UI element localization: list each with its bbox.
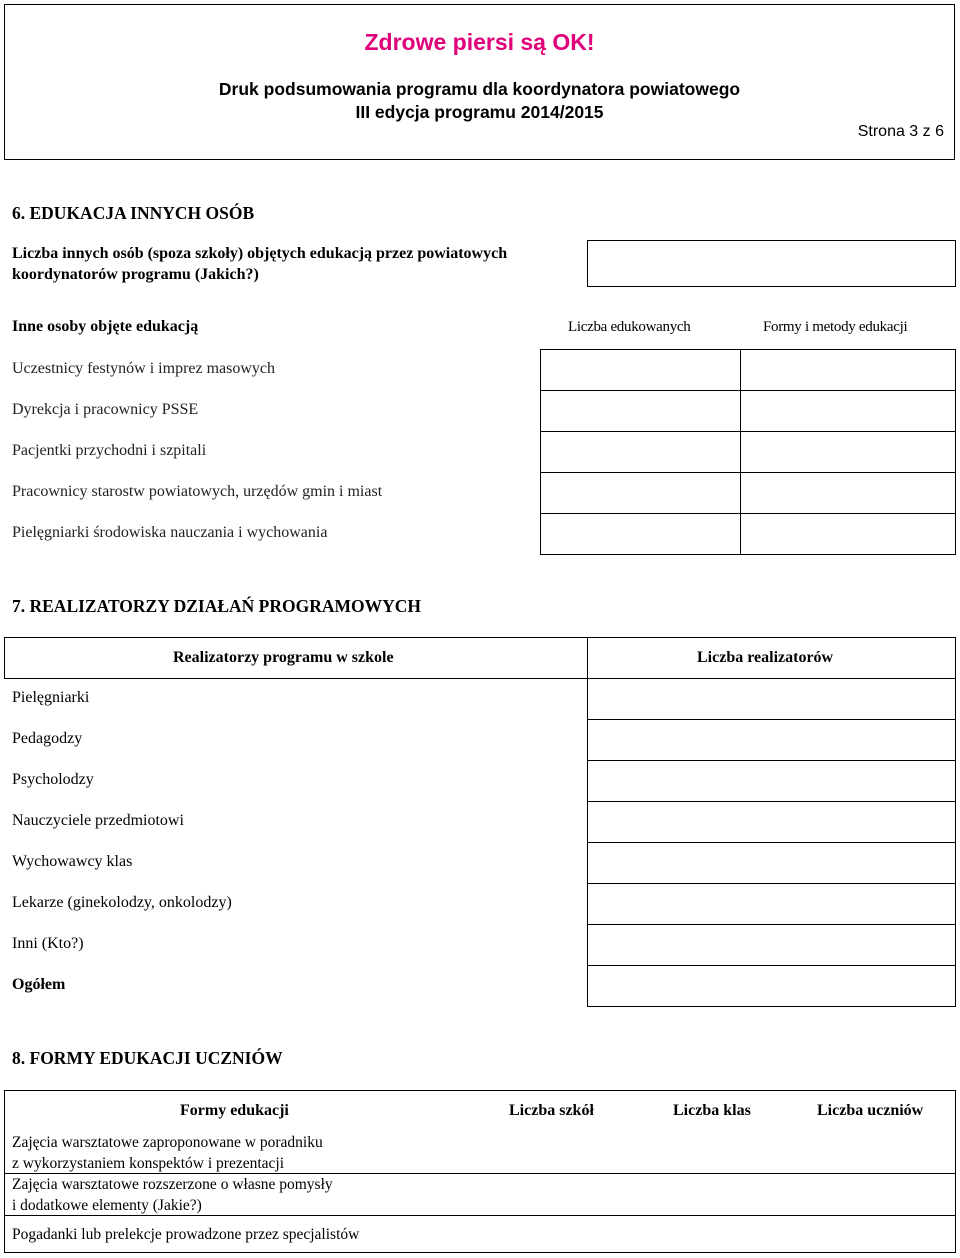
implementer-count-field[interactable]: [587, 842, 956, 884]
form-label: z wykorzystaniem konspektów i prezentacji: [12, 1155, 285, 1172]
row-label: Uczestnicy festynów i imprez masowych: [12, 360, 276, 377]
education-count-field[interactable]: [540, 472, 741, 514]
education-methods-field[interactable]: [740, 513, 956, 555]
row-label: Pielęgniarki środowiska nauczania i wychowania: [12, 524, 328, 541]
row-divider: [4, 1215, 956, 1216]
section-6-question: Liczba innych osób (spoza szkoły) objętych edukacją przez powiatowych: [12, 245, 508, 262]
form-label: i dodatkowe elementy (Jakie?): [12, 1197, 202, 1214]
document-title: Zdrowe piersi są OK!: [364, 29, 595, 55]
row-label: Pedagodzy: [12, 730, 83, 747]
education-methods-field[interactable]: [740, 349, 956, 391]
row-label: Dyrekcja i pracownicy PSSE: [12, 401, 199, 418]
total-row-label: Ogółem: [12, 976, 66, 993]
other-persons-count-field[interactable]: [587, 240, 956, 287]
col-header-count: Liczba edukowanych: [568, 319, 691, 335]
education-count-field[interactable]: [540, 390, 741, 432]
section-7-heading: 7. REALIZATORZY DZIAŁAŃ PROGRAMOWYCH: [12, 596, 422, 616]
page-header: [4, 4, 955, 160]
row-label: Pacjentki przychodni i szpitali: [12, 442, 207, 459]
section-6-heading: 6. EDUKACJA INNYCH OSÓB: [12, 203, 255, 223]
education-methods-field[interactable]: [740, 390, 956, 432]
implementer-count-field[interactable]: [587, 883, 956, 925]
col-header-forms: Formy edukacji: [180, 1102, 289, 1119]
page-number: Strona 3 z 6: [857, 123, 944, 140]
row-label: Wychowawcy klas: [12, 853, 133, 870]
education-methods-field[interactable]: [740, 431, 956, 473]
row-label: Pracownicy starostw powiatowych, urzędów gmin i miast: [12, 483, 383, 500]
section-8-heading: 8. FORMY EDUKACJI UCZNIÓW: [12, 1048, 283, 1068]
education-count-field[interactable]: [540, 349, 741, 391]
implementer-count-field[interactable]: [587, 760, 956, 802]
edition-label: III edycja programu 2014/2015: [355, 102, 604, 122]
education-count-field[interactable]: [540, 431, 741, 473]
implementer-count-field[interactable]: [587, 678, 956, 720]
col-header-implementers-label: Realizatorzy programu w szkole: [173, 649, 394, 666]
row-label: Lekarze (ginekolodzy, onkolodzy): [12, 894, 232, 911]
row-label: Pielęgniarki: [12, 689, 90, 706]
col-header-implementer-count-label: Liczba realizatorów: [697, 649, 834, 666]
form-label: Pogadanki lub prelekcje prowadzone przez specjalistów: [12, 1226, 360, 1243]
row-divider: [4, 1173, 956, 1174]
implementer-count-field[interactable]: [587, 801, 956, 843]
implementer-count-field[interactable]: [587, 965, 956, 1007]
row-label: Inni (Kto?): [12, 935, 84, 952]
col-header-schools: Liczba szkół: [509, 1102, 594, 1119]
col-header-other-persons: Inne osoby objęte edukacją: [12, 318, 199, 335]
implementer-count-field[interactable]: [587, 924, 956, 966]
form-label: Zajęcia warsztatowe rozszerzone o własne pomysły: [12, 1176, 333, 1193]
form-label: Zajęcia warsztatowe zaproponowane w poradniku: [12, 1134, 323, 1151]
col-header-methods: Formy i metody edukacji: [763, 319, 908, 335]
row-label: Nauczyciele przedmiotowi: [12, 812, 184, 829]
col-header-classes: Liczba klas: [673, 1102, 751, 1119]
col-header-students: Liczba uczniów: [817, 1102, 924, 1119]
section-6-question-cont: koordynatorów programu (Jakich?): [12, 266, 259, 283]
row-label: Psycholodzy: [12, 771, 94, 788]
education-methods-field[interactable]: [740, 472, 956, 514]
document-subtitle: Druk podsumowania programu dla koordynatora powiatowego: [218, 79, 741, 99]
implementer-count-field[interactable]: [587, 719, 956, 761]
education-count-field[interactable]: [540, 513, 741, 555]
